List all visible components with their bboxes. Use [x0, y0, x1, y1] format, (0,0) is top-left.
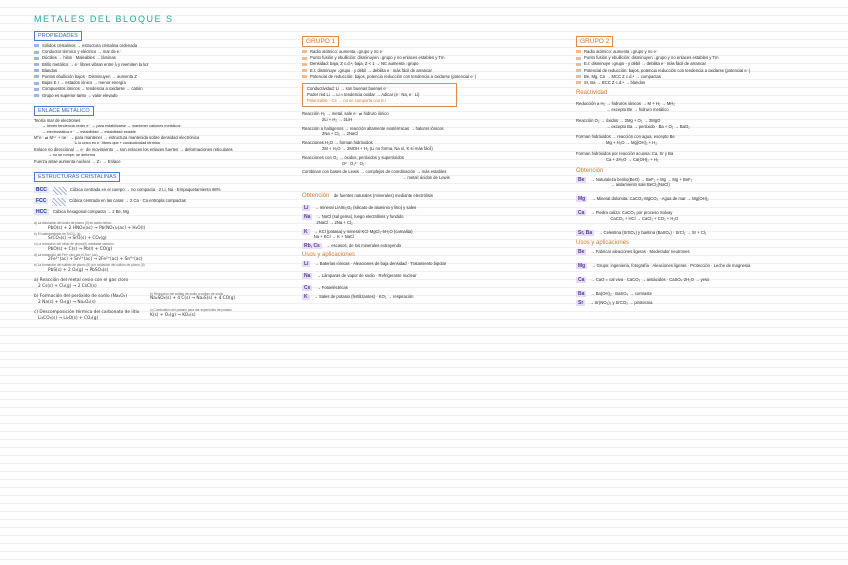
obtention-item: Ca → Piedra caliza: CaCO₃ por proceso Solvay CaCO₃ + HCl → CaCl₂ + CO₂ + H₂O [578, 210, 679, 221]
group2-fact: Sr, Ba → BCC Z c.d.ᵃ → blandos [576, 80, 838, 86]
uses-header: Usos y aplicaciones [576, 239, 630, 246]
properties-list [34, 43, 284, 99]
bond-note: Teoría mar de electrones [34, 117, 81, 123]
metallic-bond-notes [34, 118, 284, 165]
use-item: Na → Lámparas de vapor de sodio · Refrigerante nuclear [304, 273, 417, 280]
group2-obtention [576, 177, 838, 236]
printed-exercises [34, 278, 284, 322]
lithium-anomaly-box: Conductividad: Li → son buenas buenas e⁻ Poder red Li → Li ≈ tendencia oxidar → Adicar (e⁻ Na, e⁻ Li) Polarizable · Ce → no se comporta con E.I [302, 83, 457, 107]
obtention-item: K → KCl (potasa) y mineral KCl·MgCl₂·6H₂O (carnalita) Na + KCl → K + NaCl [304, 228, 413, 240]
property-item: Sólidos cristalinos → estructura cristalina ordenada [34, 43, 284, 49]
lattice-icon [53, 187, 67, 195]
property-item: Compuestos iónicos → tendencia a oxidarse → catión [34, 86, 284, 92]
obtention-item: Be → Naturaleza berilio(BeO) → BeF₂ + Mg → Mg + BeF₂ → aislamiento sale BeCl₂(NaCl) [578, 176, 693, 188]
use-item: Ba → Ba(OH)₂ · BaSO₄ → contraste [578, 290, 652, 297]
use-item: Cs → Fotoeléctricas [304, 285, 348, 292]
group1-fact: Punto fusión y ebullición: disminuyen ↓grupo y no enlaces estables y Tm [302, 55, 557, 61]
group1-uses [302, 252, 557, 300]
exercise-block-left: a) Reacción del metal cesio con el gas cloro 2 Cs(s) + Cl₂(g) → 2 CsCl(s) b) Formación del peróxido de sodio (Na₂O₂) 2 Na(s) + O₂(g) → Na₂O₂(s) c) Descomposición térmica del carbonato de litio Li₂CO₃(s) → Li₂O(s) + CO₂(g) [34, 277, 140, 321]
bond-note: Fuerza atrae aumenta nuclear → Z↓ → Enlace [34, 158, 121, 164]
bond-note: Enlace no direccional → e⁻ de movimiento → son enlaces los enlaces fuertes → deformaciones reticulares [34, 147, 233, 153]
group2-reactions [576, 101, 838, 162]
reaction-item: Reacciones con O₂ → óxidos, peróxidos y superóxidos O²⁻ O₂²⁻ O₂⁻ [302, 154, 404, 166]
reaction-item: Reacciones H₂O → forman hidróxidos 2M + H₂O → 2MOH + H₂ (Li no forma, Na sí, K sí más fácil) [302, 140, 433, 151]
bond-note: → tienen tendencia ceder e⁻ → para estabilizarse → mantener cationes metálicos [42, 124, 181, 129]
obtention-item: Na → NaCl (sal gema), luego electrólisis y fundido 2NaCl → 2Na + Cl₂ [304, 213, 404, 225]
group2-fact: E.I: disminuye ↓grupo · y débil → debilita e⁻ más fácil de arrancar [576, 61, 838, 67]
exercise-block-right: b) Reducción del sulfato de sodio a sulfuro de sodio Na₂SO₄(s) + 4 C(s) → Na₂S(s) + 4 CO(g) c) Combustión del potasio para dar superóxido de potasio K(s) + O₂(g) → KO₂(s) [150, 291, 236, 318]
obtention-item: Sr, Ba → Celestina (SrSO₄) y baritina (BaSO₄) · SrCl₂ → Sr + Cl₂ [578, 229, 707, 236]
properties-header: PROPIEDADES [34, 31, 82, 41]
reaction-item: Reacción O₂ → óxidos → 2Mg + O₂ → 2MgO → excepto Ba → peróxido · Ba + O₂ → BaO₂ [576, 117, 690, 129]
property-item: Bajas E.I → estados iónico → menor energía [34, 80, 284, 86]
metallic-bond-header: ENLACE METÁLICO [34, 106, 94, 116]
property-item: Conductor térmico y eléctrico → mar de e⁻ [34, 49, 284, 55]
obtention-header: Obtención [302, 192, 330, 199]
group1-intro [302, 49, 557, 80]
group1-reactions [302, 111, 557, 181]
middle-column [302, 30, 557, 303]
group1-fact: Potencial de reducción: bajos, potencia reducción con tendencia a oxidarse (potencial e⁻) [302, 74, 557, 80]
group2-fact: Radio atómico: aumenta ↓grupo y no e⁻ [576, 49, 838, 55]
reaction-item: Reducción a H₂ → hidruros iónicos → M + H₂ → MH₂ → excepto Be → hidruro metálico [576, 101, 676, 113]
use-item: K → Sales de potasio (fertilizantes) · KO₂ → respiración [304, 294, 414, 301]
bond-note: ↳ lo unen en e⁻ libres que + conductividad térmica [74, 141, 160, 146]
left-column [34, 14, 284, 322]
group2-header: GRUPO 2 [576, 36, 613, 47]
right-column [576, 30, 838, 309]
group1-fact: Densidad: baja, Z c.d.ᵃ, baja, Z < 1 → NC aumenta ↓grupo [302, 61, 557, 67]
obtention-item: Rb, Cs → escasos, de los minerales extrayendo [304, 243, 402, 250]
structure-hcc: HCC Cúbica hexagonal compacta → 2 Be, Mg [36, 209, 129, 216]
obtention-header: Obtención [576, 167, 604, 174]
group2-fact: Potencial de reducción: bajos, potencia reducción con tendencia a oxidarse (potencial e⁻) [576, 68, 838, 74]
crystal-structures-list [34, 187, 284, 215]
printed-equations: a) La disolución del óxido de plomo (II) en ácido nítrico PbO(s) + 2 HNO₃(ac) → Pb(NO₃)₂(ac) + H₂O(l) b) El calentamiento de SrCO₃ (s) SrCO₃(s) → SrO(s) + CO₂(g) c) La reducción del óxido de plomo(II) mediante carbono PbO(s) + C(s) → Pb(l) + CO(g) d) La reducción del Fe³⁺ (ac) por el Sn²⁺ (ac) 2Fe³⁺(ac) + Sn²⁺(ac) → 2Fe²⁺(ac) + Sn⁴⁺(ac) e) La formación del sulfato de plomo (II) por oxidación del sulfuro de plomo (II) PbS(s) + 2 O₂(g) → PbSO₄(s) [34, 221, 146, 273]
structure-fcc: FCC Cúbica centrada en las caras → 2 Ca · Ca entropía compactas [36, 198, 186, 205]
property-item: Grupo es superior tanto → valor elevado [34, 93, 284, 99]
bond-note: → no se rompe, se deforma [48, 153, 96, 158]
bond-note: → electrostática e⁻ → estabilidad → estabilidad estable [42, 129, 136, 134]
group1-fact: Radio atómico: aumenta ↓grupo y no e⁻ [302, 49, 557, 55]
property-item: Brillo metálico → e⁻ libres vibran entre λ y reemiten la luz [34, 62, 284, 68]
group2-intro [576, 49, 838, 86]
group1-header: GRUPO 1 [302, 36, 339, 47]
group1-fact: E.I: disminuye ↓grupo · y débil → debilita e⁻ más fácil de arrancar [302, 68, 557, 74]
use-item: Mg → Grupo: ingeniería, fotografía · Aleaciones ligeras · Protección · Leche de magnesia [578, 262, 751, 269]
group2-fact: Punto fusión y ebullición: disminuyen ↓grupo y no enlaces estables y Tm [576, 55, 838, 61]
page-title: METALES DEL BLOQUE S [34, 14, 174, 24]
lattice-icon [52, 198, 66, 206]
property-item: Puntos ebullición bajos · Disminuyen → aumenta Z [34, 74, 284, 80]
obtention-item: Mg → Mineral dolomita: CaCO₃·MgCO₃ · Agua de mar → Mg(OH)₂ [578, 196, 709, 203]
obtention-intro: de fuentes naturales (minerales) mediante electrólisis [333, 192, 433, 198]
uses-header: Usos y aplicaciones [302, 252, 356, 259]
reaction-item: Combinan con bases de Lewis → complejos de coordinación → más estables → metal: ácidos de Lewis [302, 169, 450, 181]
use-item: Be → Fabricar aleaciones ligeras · Moderador neutrones [578, 248, 690, 255]
reaction-item: Forman hidróxidos por reacción acuosa: Ca, Sr y Ba Ca + 2H₂O → Ca(OH)₂ + H₂ [576, 151, 674, 162]
group2-fact: Be, Mg, Ca → MCC Z c.d.ᵃ → compactas [576, 74, 838, 80]
use-item: Ca → CaO = cal viva · CaCO₃ → antiácidos · CaSO₄·2H₂O → yeso [578, 276, 710, 283]
group1-obtention [302, 184, 557, 249]
obtention-item: Li → mineral LiAlSi₂O₆ (silicato de aluminio y litio) y sales [304, 204, 417, 211]
group2-uses [576, 249, 838, 306]
reaction-item: Reacción H₂ → metal, sale e⁻ ⇌ hidruro iónico 2Li + H₂ → 2LiH [302, 111, 389, 122]
use-item: Sr → Sr(NO₃)₂ y SrCO₃ → pirotecnia [578, 299, 653, 306]
property-item: Dúctiles → hilos · Maleables → láminas [34, 55, 284, 61]
reactivity-header: Reactividad [576, 90, 608, 97]
property-item: Blandos [34, 68, 284, 74]
use-item: Li → Baterías iónicas · Aleaciones de baja densidad · Tratamiento bipolar [304, 261, 447, 268]
reaction-item: Reacción a halógenos → reacción altamente exotérmicas → haluros iónicos 2Na + Cl₂ → 2NaCl [302, 125, 444, 137]
bond-note: M°e⁻ ⇌ Mⁿ⁺ + ne⁻ → para mantener → estructura mantenida sobre densidad electrónica [34, 135, 200, 141]
structure-bcc: BCC Cúbica centrada en el cuerpo → no compacta · 2 Li, Na · Empaquetamiento 68% [36, 187, 221, 194]
crystal-structures-header: ESTRUCTURAS CRISTALINAS [34, 172, 120, 182]
reaction-item: Forman hidróxidos → reacción con agua, excepto Be Mg + H₂O → Mg(OH)₂ + H₂ [576, 134, 675, 146]
